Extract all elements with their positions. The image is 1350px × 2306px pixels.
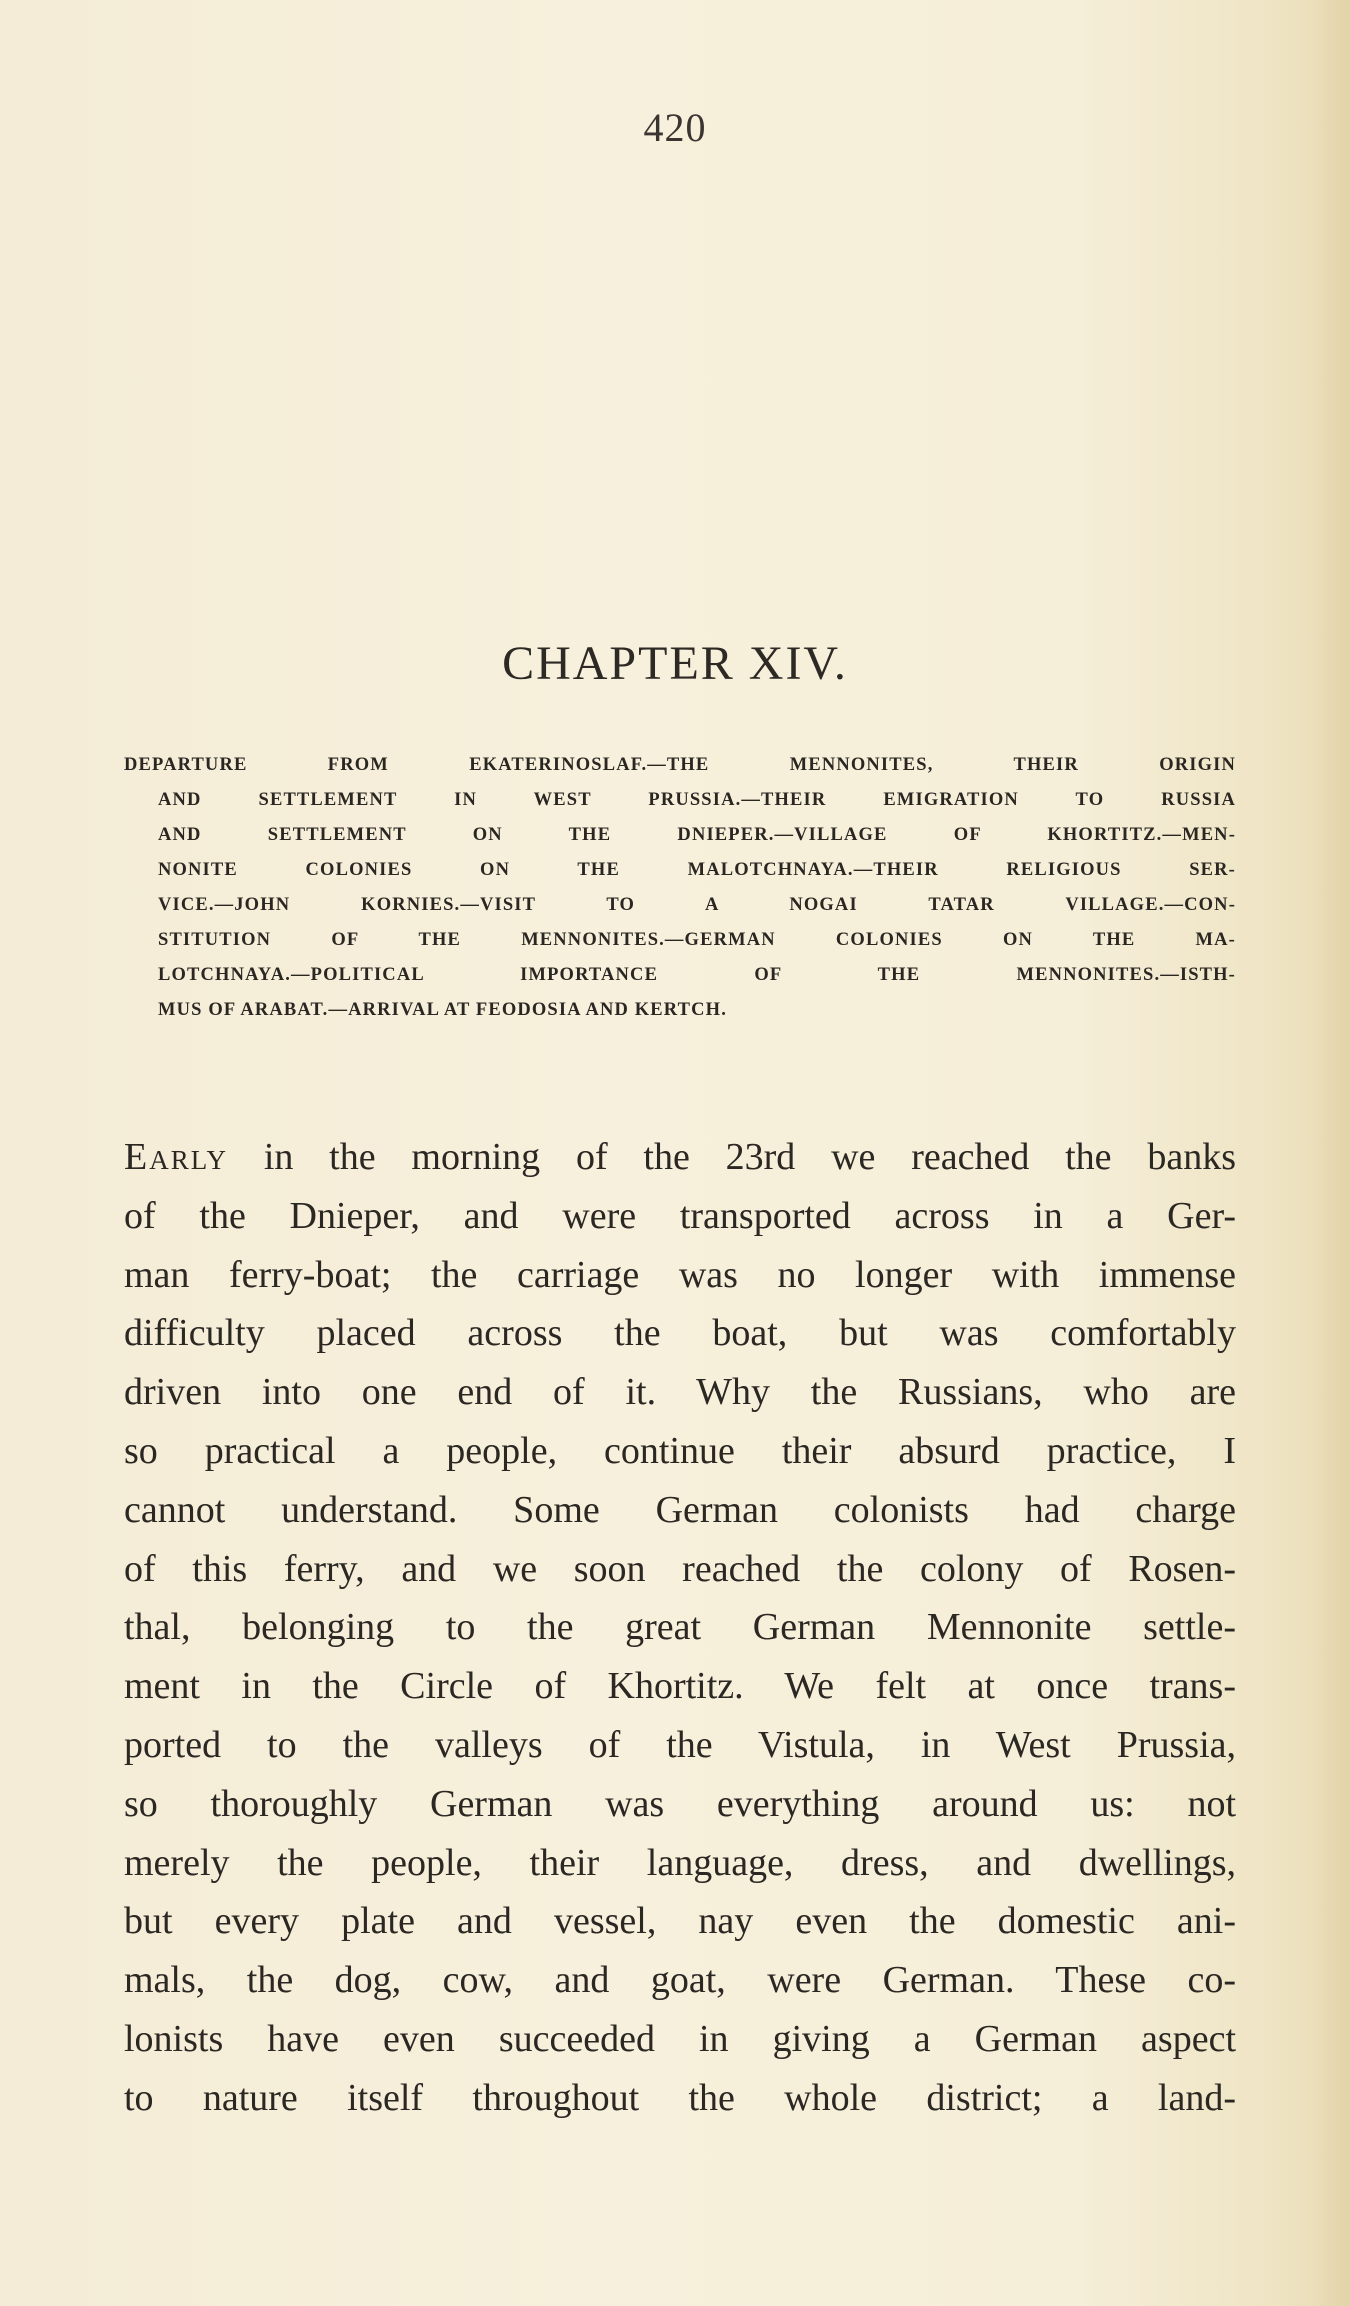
body-line: thal, belonging to the great German Mennonite settle- xyxy=(124,1606,1236,1649)
chapter-synopsis xyxy=(124,748,1236,1028)
synopsis-line: MUS OF ARABAT.—ARRIVAL AT FEODOSIA AND KERTCH. xyxy=(158,1000,727,1020)
body-line: ment in the Circle of Khortitz. We felt at once trans- xyxy=(124,1665,1236,1708)
body-line: cannot understand. Some German colonists had charge xyxy=(124,1488,1236,1531)
body-line: of this ferry, and we soon reached the colony of Rosen- xyxy=(124,1547,1236,1590)
synopsis-line: AND SETTLEMENT IN WEST PRUSSIA.—THEIR EMIGRATION TO RUSSIA xyxy=(158,790,1236,810)
lead-word: Early xyxy=(124,1136,229,1178)
synopsis-line: VICE.—JOHN KORNIES.—VISIT TO A NOGAI TATAR VILLAGE.—CON- xyxy=(158,895,1236,915)
body-line: ported to the valleys of the Vistula, in West Prussia, xyxy=(124,1723,1236,1766)
body-line: to nature itself throughout the whole district; a land- xyxy=(124,2076,1236,2119)
body-line: merely the people, their language, dress, and dwellings, xyxy=(124,1841,1236,1884)
page-edge-shadow xyxy=(1310,0,1350,2306)
page-number: 420 xyxy=(643,105,707,150)
body-line: difficulty placed across the boat, but was comfortably xyxy=(124,1312,1236,1355)
synopsis-line: STITUTION OF THE MENNONITES.—GERMAN COLONIES ON THE MA- xyxy=(158,930,1236,950)
synopsis-line: LOTCHNAYA.—POLITICAL IMPORTANCE OF THE MENNONITES.—ISTH- xyxy=(158,965,1236,985)
body-line: but every plate and vessel, nay even the domestic ani- xyxy=(124,1900,1236,1943)
body-text xyxy=(124,1128,1236,2128)
body-line: so practical a people, continue their absurd practice, I xyxy=(124,1429,1236,1472)
synopsis-line: DEPARTURE FROM EKATERINOSLAF.—THE MENNONITES, THEIR ORIGIN xyxy=(124,755,1236,775)
body-line: mals, the dog, cow, and goat, were German. These co- xyxy=(124,1959,1236,2002)
body-line-first xyxy=(124,1128,1236,1187)
synopsis-line: AND SETTLEMENT ON THE DNIEPER.—VILLAGE OF KHORTITZ.—MEN- xyxy=(158,825,1236,845)
body-line: lonists have even succeeded in giving a German aspect xyxy=(124,2017,1236,2060)
body-line: man ferry-boat; the carriage was no longer with immense xyxy=(124,1253,1236,1296)
body-line: of the Dnieper, and were transported across in a Ger- xyxy=(124,1194,1236,1237)
body-line: so thoroughly German was everything around us: not xyxy=(124,1782,1236,1825)
chapter-title: CHAPTER XIV. xyxy=(502,637,848,690)
synopsis-line: NONITE COLONIES ON THE MALOTCHNAYA.—THEIR RELIGIOUS SER- xyxy=(158,860,1236,880)
body-line: driven into one end of it. Why the Russians, who are xyxy=(124,1371,1236,1414)
first-line-rest: in the morning of the 23rd we reached the banks xyxy=(228,1136,1236,1178)
